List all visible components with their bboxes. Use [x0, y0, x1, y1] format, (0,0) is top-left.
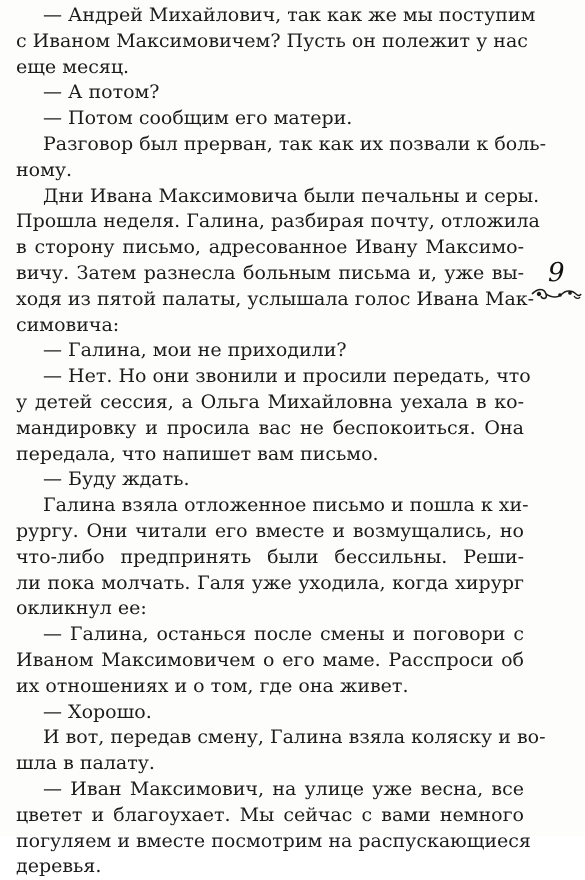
text-line: погуляем и вместе посмотрим на распускающиеся — [16, 829, 531, 852]
text-line: — Галина, останься после смены и поговори с — [43, 623, 524, 646]
text-line: — Иван Максимович, на улице уже весна, все — [43, 777, 524, 800]
text-line: деревья. — [16, 855, 102, 878]
page-number-marker — [530, 258, 582, 308]
text-line: у детей сессия, а Ольга Михайловна уехала в ко- — [16, 390, 524, 413]
text-line: еще месяц. — [16, 55, 130, 78]
text-line: вичу. Затем разнесла больным письма и, уже вы- — [16, 261, 524, 284]
text-line: Прошла неделя. Галина, разбирая почту, отложила — [16, 210, 540, 233]
flourish-ornament-icon — [530, 286, 582, 302]
text-line: И вот, передав смену, Галина взяла коляску и во- — [43, 726, 546, 749]
text-line: — Нет. Но они звонили и просили передать, что — [43, 365, 531, 388]
text-line: окликнул ее: — [16, 597, 147, 620]
text-line: — А потом? — [43, 81, 160, 104]
text-line: симовича: — [16, 313, 120, 336]
text-line: — Хорошо. — [43, 700, 152, 723]
text-line: — Галина, мои не приходили? — [43, 339, 347, 362]
text-line: что-либо предпринять были бессильны. Реши- — [16, 545, 524, 568]
body-text — [16, 3, 547, 880]
text-line: с Иваном Максимовичем? Пусть он полежит у нас — [16, 29, 528, 52]
text-line: — Андрей Михайлович, так как же мы поступим — [43, 4, 536, 26]
text-line: — Потом сообщим его матери. — [43, 107, 353, 130]
text-line: ли пока молчать. Галя уже уходила, когда хирург — [16, 571, 524, 594]
text-line: рургу. Они читали его вместе и возмущались, но — [16, 519, 524, 542]
text-line: ходя из пятой палаты, услышала голос Ивана Мак- — [16, 287, 535, 310]
text-line: Иваном Максимовичем о его маме. Расспроси об — [16, 648, 524, 671]
text-line: цветет и благоухает. Мы сейчас с вами немного — [16, 803, 524, 826]
text-line: мандировку и просила вас не беспокоиться. Она — [16, 416, 524, 439]
page-number: 9 — [548, 258, 565, 288]
text-line: передала, что напишет вам письмо. — [16, 442, 379, 465]
text-line: их отношениях и о том, где она живет. — [16, 674, 409, 697]
text-line: шла в палату. — [16, 752, 155, 775]
text-line: в сторону письмо, адресованное Ивану Максимо- — [16, 236, 524, 259]
text-line: Дни Ивана Максимовича были печальны и серы. — [43, 184, 540, 207]
text-line: — Буду ждать. — [43, 468, 190, 491]
text-line: ному. — [16, 158, 73, 181]
text-line: Разговор был прерван, так как их позвали к боль- — [43, 132, 547, 155]
text-line: Галина взяла отложенное письмо и пошла к хи- — [43, 494, 529, 517]
